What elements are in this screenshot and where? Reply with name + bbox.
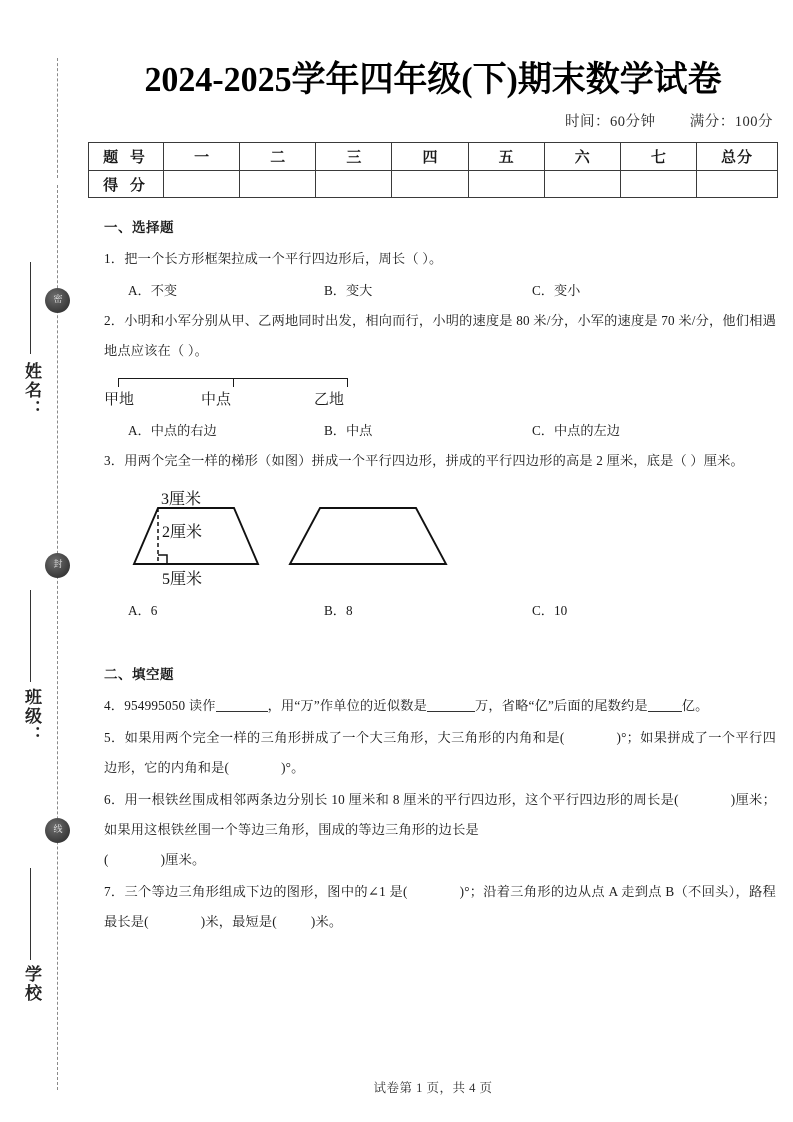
question-3-options (104, 600, 776, 619)
question-3-text: 用两个完全一样的梯形（如图）拼成一个平行四边形，拼成的平行四边形的高是 2 厘米，底是（ ）厘米。 (124, 453, 744, 468)
total-score-label: 满分：100分 (689, 114, 773, 130)
score-cell-6[interactable] (544, 171, 620, 198)
score-cell-2[interactable] (240, 171, 316, 198)
score-cell-4[interactable] (392, 171, 468, 198)
name-write-rule (30, 262, 31, 354)
score-col-4: 四 (392, 143, 468, 171)
question-2-options (104, 416, 776, 446)
score-col-3: 三 (316, 143, 392, 171)
question-1-options (104, 276, 776, 306)
question-6-part4: )厘米。 (160, 852, 206, 867)
question-4-part3: 万，省略“亿”后面的尾数约是 (474, 698, 648, 713)
question-2 (104, 306, 776, 366)
numberline-label-midpoint: 中点 (201, 392, 232, 408)
question-4 (104, 691, 776, 721)
question-3-option-b[interactable]: B．8 (324, 603, 353, 618)
question-1-option-b[interactable]: B．变大 (324, 283, 373, 298)
question-7-part1: 三个等边三角形组成下边的图形，图中的∠1 是( (124, 884, 408, 899)
seal-mark-xian: 线 (45, 818, 70, 843)
trapezoid-height-label: 2厘米 (162, 524, 203, 541)
score-cell-1[interactable] (164, 171, 240, 198)
question-4-part1: 954995050 读作 (124, 698, 216, 713)
score-table-rowlabel-number: 题 号 (89, 143, 164, 171)
question-7-part3: )米，最短是( (200, 914, 277, 929)
score-cell-3[interactable] (316, 171, 392, 198)
exam-page (88, 0, 793, 1122)
question-6-part1: 用一根铁丝围成相邻两条边分别长 10 厘米和 8 厘米的平行四边形，这个平行四边形的周长是( (124, 792, 679, 807)
question-7-number: 7． (104, 884, 125, 899)
question-6 (104, 785, 776, 875)
question-4-blank-2[interactable] (427, 697, 475, 712)
seal-dotted-line (57, 185, 58, 1090)
question-5-number: 5． (104, 730, 125, 745)
score-table-rowlabel-score: 得 分 (89, 171, 164, 198)
question-7-part2: )°；沿着三角形的边从点 A 走到点 B（不回头），路程最长是( (104, 884, 776, 929)
table-row-scores (89, 171, 778, 198)
question-7 (104, 877, 776, 937)
question-6-part2: )厘米；如果用这根铁丝围一个等边三角形，围成的等边三角形的边长是 (104, 792, 776, 837)
page-title: 2024-2025学年四年级(下)期末数学试卷 (144, 60, 722, 99)
question-2-option-b[interactable]: B．中点 (324, 423, 373, 438)
question-6-part3: ( (104, 852, 109, 867)
question-4-part4: 亿。 (681, 698, 709, 713)
score-col-2: 二 (240, 143, 316, 171)
question-4-number: 4． (104, 698, 125, 713)
question-2-text: 小明和小军分别从甲、乙两地同时出发，相向而行，小明的速度是 80 米/分，小军的速度是 70 米/分，他们相遇地点应该在（ ）。 (104, 313, 776, 358)
section-heading-fillblank: 二、填空题 (104, 667, 174, 682)
question-6-number: 6． (104, 792, 125, 807)
numberline-tick-right (347, 378, 348, 387)
sidebar-label-school: 学校 (22, 965, 41, 1003)
trapezoid-top-label: 3厘米 (161, 491, 202, 508)
table-row-question-numbers (89, 143, 778, 171)
numberline-tick-left (118, 378, 119, 387)
question-5-part1: 如果用两个完全一样的三角形拼成了一个大三角形，大三角形的内角和是( (124, 730, 565, 745)
question-3 (104, 446, 776, 476)
question-1-option-c[interactable]: C．变小 (532, 283, 581, 298)
seal-dotted-line-top (57, 58, 58, 178)
trapezoid-plain-icon (282, 492, 472, 592)
binding-sidebar (0, 0, 88, 1122)
seal-mark-mi: 密 (45, 288, 70, 313)
question-1 (104, 244, 776, 274)
section-spacer (104, 619, 776, 653)
question-1-option-a[interactable]: A．不变 (128, 283, 178, 298)
score-cell-total[interactable] (697, 171, 778, 198)
question-2-option-c[interactable]: C．中点的左边 (532, 423, 620, 438)
section-heading-choice: 一、选择题 (104, 220, 174, 235)
question-5 (104, 723, 776, 783)
time-label: 时间：60分钟 (565, 114, 656, 130)
trapezoid-bottom-label: 5厘米 (162, 571, 203, 588)
score-col-6: 六 (544, 143, 620, 171)
question-3-trapezoid-figures (104, 486, 776, 598)
exam-meta (565, 110, 773, 131)
question-5-part2: )°；如果拼成了一个平行四边形，它的内角和是( (104, 730, 776, 775)
numberline-tick-middle (233, 378, 234, 387)
question-4-part2: ，用“万”作单位的近似数是 (267, 698, 427, 713)
score-cell-5[interactable] (468, 171, 544, 198)
question-3-option-c[interactable]: C．10 (532, 603, 568, 618)
sidebar-label-class: 班级： (22, 688, 41, 745)
question-5-part3: )°。 (281, 760, 305, 775)
exam-content (104, 206, 776, 939)
question-2-numberline-figure (104, 372, 776, 414)
question-1-number: 1． (104, 251, 125, 266)
question-4-blank-1[interactable] (216, 697, 268, 712)
score-table (88, 142, 778, 198)
score-col-total: 总分 (697, 143, 778, 171)
score-col-1: 一 (164, 143, 240, 171)
question-2-number: 2． (104, 313, 125, 328)
question-1-text: 把一个长方形框架拉成一个平行四边形后，周长（ ）。 (124, 251, 443, 266)
numberline-label-end: 乙地 (314, 392, 345, 408)
score-cell-7[interactable] (620, 171, 696, 198)
question-3-number: 3． (104, 453, 125, 468)
class-write-rule (30, 590, 31, 682)
question-3-option-a[interactable]: A．6 (128, 603, 158, 618)
page-footer: 试卷第 1 页，共 4 页 (373, 1081, 493, 1095)
seal-mark-feng: 封 (45, 553, 70, 578)
school-write-rule (30, 868, 31, 960)
numberline-label-start: 甲地 (104, 392, 135, 408)
question-2-option-a[interactable]: A．中点的右边 (128, 423, 217, 438)
question-4-blank-3[interactable] (648, 697, 682, 712)
score-col-5: 五 (468, 143, 544, 171)
score-col-7: 七 (620, 143, 696, 171)
sidebar-label-name: 姓名： (22, 362, 41, 419)
question-7-part4: )米。 (310, 914, 343, 929)
